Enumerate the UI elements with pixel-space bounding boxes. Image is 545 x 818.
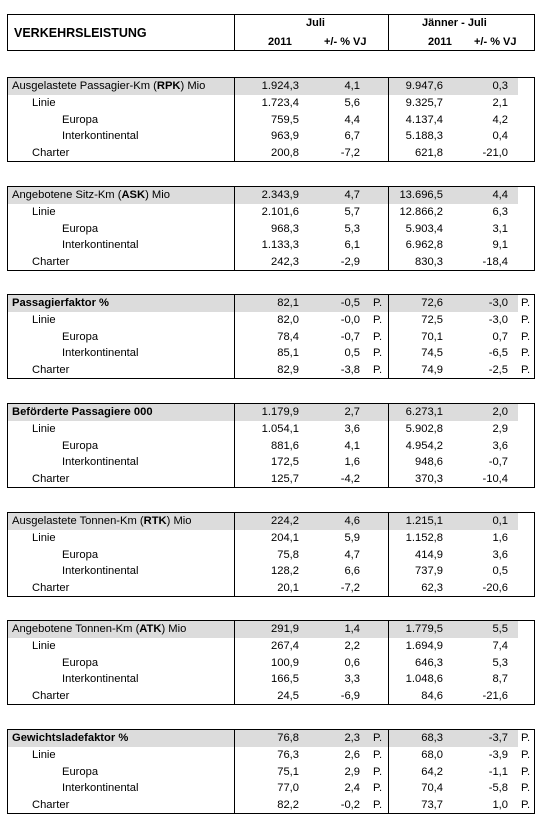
july-value: 1.179,9: [261, 406, 299, 418]
percentage-point-unit: P.: [521, 314, 531, 326]
percentage-point-unit: P.: [373, 798, 383, 811]
july-change: -3,8: [340, 363, 360, 376]
july-change: 2,4: [344, 782, 360, 794]
row-label: Linie: [32, 314, 56, 326]
july-change: 2,2: [344, 640, 360, 652]
jan-july-value: 4.137,4: [405, 113, 443, 126]
jan-july-value: 68,0: [421, 749, 443, 761]
jan-july-change: 2,1: [492, 97, 508, 109]
section-title: [12, 78, 205, 95]
jan-july-value: 370,3: [415, 472, 443, 485]
percentage-point-unit: P.: [521, 363, 531, 376]
jan-july-change: 0,5: [492, 565, 508, 577]
july-change: -7,2: [340, 146, 360, 159]
jan-july-value: 5.188,3: [405, 130, 443, 142]
july-value: 76,3: [277, 749, 299, 761]
table-row: [8, 688, 534, 705]
section-title-suffix: ) Mio: [180, 80, 206, 92]
row-label: Linie: [32, 423, 56, 435]
row-label: Charter: [32, 581, 70, 594]
section-total-row: [8, 404, 534, 421]
column-divider: [388, 15, 389, 50]
jan-july-change: 8,7: [492, 673, 508, 685]
percentage-point-unit: P.: [521, 297, 531, 309]
table-row: [8, 655, 534, 672]
table-row: [8, 780, 534, 797]
row-label: Europa: [62, 656, 99, 669]
july-value: 291,9: [271, 623, 299, 635]
section-total-row: [8, 513, 534, 530]
table-row: [8, 345, 534, 362]
jan-july-change: 3,1: [492, 222, 508, 235]
row-label: Linie: [32, 749, 56, 761]
july-value: 166,5: [271, 673, 299, 685]
section: [7, 620, 535, 705]
july-value: 1.133,3: [261, 239, 299, 251]
table-row: [8, 454, 534, 471]
jan-july-change: 0,3: [492, 80, 508, 92]
july-value: 75,1: [277, 765, 299, 778]
section: [7, 77, 535, 162]
row-label: Charter: [32, 363, 70, 376]
july-change: -6,9: [340, 689, 360, 702]
july-value: 77,0: [277, 782, 299, 794]
july-change: 4,1: [344, 439, 360, 452]
percentage-point-unit: P.: [373, 765, 383, 778]
row-label: Interkontinental: [62, 782, 139, 794]
july-change: 6,1: [344, 239, 360, 251]
jan-july-change: 0,7: [492, 330, 508, 343]
jan-july-value: 68,3: [421, 732, 443, 744]
jan-july-value: 9.325,7: [405, 97, 443, 109]
percentage-point-unit: P.: [521, 732, 531, 744]
july-value: 1.924,3: [261, 80, 299, 92]
july-value: 963,9: [271, 130, 299, 142]
july-change: 1,6: [344, 456, 360, 468]
jan-july-change: 2,0: [492, 406, 508, 418]
section: [7, 403, 535, 488]
july-change: 2,9: [344, 765, 360, 778]
percentage-point-unit: P.: [373, 314, 383, 326]
row-label: Interkontinental: [62, 456, 139, 468]
column-divider: [234, 15, 235, 50]
july-change: -0,5: [340, 297, 360, 309]
jan-july-change: -1,1: [488, 765, 508, 778]
row-label: Charter: [32, 472, 70, 485]
july-value: 881,6: [271, 439, 299, 452]
july-value: 2.101,6: [261, 206, 299, 218]
july-change: -7,2: [340, 581, 360, 594]
july-value: 204,1: [271, 532, 299, 544]
row-label: Interkontinental: [62, 130, 139, 142]
table-row: [8, 580, 534, 597]
jan-july-value: 62,3: [421, 581, 443, 594]
july-value: 759,5: [271, 113, 299, 126]
july-value: 1.054,1: [261, 423, 299, 435]
jan-july-value: 73,7: [421, 798, 443, 811]
section-total-row: [8, 295, 534, 312]
july-value: 82,2: [277, 798, 299, 811]
section-title-text: Angebotene Sitz-Km (: [12, 189, 122, 201]
table-row: [8, 237, 534, 254]
row-label: Charter: [32, 689, 70, 702]
july-value: 20,1: [277, 581, 299, 594]
july-change: 4,4: [344, 113, 360, 126]
percentage-point-unit: P.: [521, 330, 531, 343]
section-title-text: Ausgelastete Passagier-Km (: [12, 80, 157, 92]
section-title-text: Beförderte Passagiere 000: [12, 406, 153, 418]
table-row: [8, 421, 534, 438]
july-value: 200,8: [271, 146, 299, 159]
traffic-sections: [7, 77, 535, 814]
percentage-point-unit: P.: [373, 297, 383, 309]
section-title: [12, 621, 186, 638]
table-row: [8, 329, 534, 346]
percentage-point-unit: P.: [373, 347, 383, 359]
row-label: Linie: [32, 640, 56, 652]
percentage-point-unit: P.: [521, 347, 531, 359]
table-row: [8, 547, 534, 564]
percentage-point-unit: P.: [521, 782, 531, 794]
year-header-july: 2011: [268, 36, 292, 48]
july-change: 5,7: [344, 206, 360, 218]
jan-july-change: -20,6: [482, 581, 508, 594]
jan-july-change: -10,4: [482, 472, 508, 485]
jan-july-change: -3,0: [488, 314, 508, 326]
table-row: [8, 362, 534, 379]
july-change: 3,6: [344, 423, 360, 435]
section: [7, 729, 535, 814]
jan-july-change: 6,3: [492, 206, 508, 218]
july-change: 4,7: [344, 548, 360, 561]
row-label: Europa: [62, 113, 99, 126]
jan-july-value: 72,5: [421, 314, 443, 326]
jan-july-value: 1.152,8: [405, 532, 443, 544]
july-value: 968,3: [271, 222, 299, 235]
jan-july-value: 414,9: [415, 548, 443, 561]
jan-july-value: 72,6: [421, 297, 443, 309]
section-title-suffix: ) Mio: [145, 189, 170, 201]
section-title-text: Ausgelastete Tonnen-Km (: [12, 515, 144, 527]
july-value: 82,9: [277, 363, 299, 376]
section-total-row: [8, 187, 534, 204]
jan-july-change: -3,9: [488, 749, 508, 761]
jan-july-value: 74,9: [421, 363, 443, 376]
percentage-point-unit: P.: [373, 732, 383, 744]
table-row: [8, 764, 534, 781]
jan-july-change: -0,7: [488, 456, 508, 468]
jan-july-value: 74,5: [421, 347, 443, 359]
section-title: [12, 513, 192, 530]
section-total-row: [8, 78, 534, 95]
percentage-point-unit: P.: [521, 798, 531, 811]
row-label: Interkontinental: [62, 565, 139, 577]
period-jan-july-header: Jänner - Juli: [422, 17, 487, 29]
row-label: Europa: [62, 765, 99, 778]
july-value: 82,1: [277, 297, 299, 309]
section-title-text: Passagierfaktor %: [12, 297, 110, 309]
table-row: [8, 254, 534, 271]
jan-july-change: -3,7: [488, 732, 508, 744]
table-row: [8, 221, 534, 238]
jan-july-change: -3,0: [488, 297, 508, 309]
table-row: [8, 638, 534, 655]
row-label: Interkontinental: [62, 673, 139, 685]
jan-july-change: -21,6: [482, 689, 508, 702]
jan-july-value: 12.866,2: [399, 206, 443, 218]
july-value: 267,4: [271, 640, 299, 652]
period-july-header: Juli: [306, 17, 325, 29]
change-header-jan-july: +/- % VJ: [474, 36, 517, 48]
july-value: 78,4: [277, 330, 299, 343]
section-title-text: Angebotene Tonnen-Km (: [12, 623, 140, 635]
july-value: 24,5: [277, 689, 299, 702]
row-label: Linie: [32, 206, 56, 218]
percentage-point-unit: P.: [373, 782, 383, 794]
jan-july-value: 70,1: [421, 330, 443, 343]
row-label: Linie: [32, 97, 56, 109]
percentage-point-unit: P.: [373, 363, 383, 376]
table-row: [8, 112, 534, 129]
percentage-point-unit: P.: [521, 765, 531, 778]
july-value: 82,0: [277, 314, 299, 326]
jan-july-change: -5,8: [488, 782, 508, 794]
section-title: [12, 187, 170, 204]
jan-july-change: 1,0: [492, 798, 508, 811]
jan-july-value: 621,8: [415, 146, 443, 159]
july-change: 3,3: [344, 673, 360, 685]
july-change: -0,2: [340, 798, 360, 811]
july-change: 5,3: [344, 222, 360, 235]
july-change: 2,3: [344, 732, 360, 744]
section-title-suffix: ) Mio: [166, 515, 192, 527]
july-change: 5,9: [344, 532, 360, 544]
section-title: [12, 295, 109, 312]
jan-july-value: 6.273,1: [405, 406, 443, 418]
row-label: Europa: [62, 439, 99, 452]
table-row: [8, 530, 534, 547]
jan-july-value: 5.902,8: [405, 423, 443, 435]
july-change: 0,6: [344, 656, 360, 669]
jan-july-change: -18,4: [482, 255, 508, 268]
jan-july-value: 830,3: [415, 255, 443, 268]
change-header-july: +/- % VJ: [324, 36, 367, 48]
july-change: -0,0: [340, 314, 360, 326]
jan-july-value: 5.903,4: [405, 222, 443, 235]
july-change: 1,4: [344, 623, 360, 635]
july-value: 128,2: [271, 565, 299, 577]
jan-july-value: 6.962,8: [405, 239, 443, 251]
jan-july-change: 9,1: [492, 239, 508, 251]
july-change: -4,2: [340, 472, 360, 485]
table-row: [8, 438, 534, 455]
section-total-row: [8, 730, 534, 747]
row-label: Linie: [32, 532, 56, 544]
jan-july-value: 4.954,2: [405, 439, 443, 452]
table-row: [8, 312, 534, 329]
section-abbreviation: RTK: [143, 515, 167, 527]
year-header-jan-july: 2011: [428, 36, 452, 48]
table-row: [8, 128, 534, 145]
jan-july-value: 1.215,1: [405, 515, 443, 527]
jan-july-value: 646,3: [415, 656, 443, 669]
july-value: 224,2: [271, 515, 299, 527]
jan-july-value: 1.694,9: [405, 640, 443, 652]
july-value: 85,1: [277, 347, 299, 359]
row-label: Europa: [62, 330, 99, 343]
jan-july-change: 1,6: [492, 532, 508, 544]
section-title-text: Gewichtsladefaktor %: [12, 732, 129, 744]
jan-july-change: 0,1: [492, 515, 508, 527]
july-change: -2,9: [340, 255, 360, 268]
july-change: 6,6: [344, 565, 360, 577]
section-total-row: [8, 621, 534, 638]
row-label: Europa: [62, 548, 99, 561]
table-row: [8, 204, 534, 221]
jan-july-value: 9.947,6: [405, 80, 443, 92]
july-value: 2.343,9: [261, 189, 299, 201]
row-label: Charter: [32, 146, 70, 159]
jan-july-change: 3,6: [492, 548, 508, 561]
jan-july-change: -2,5: [488, 363, 508, 376]
section-title: [12, 404, 153, 421]
section-abbreviation: RPK: [156, 80, 181, 92]
section-title-suffix: ) Mio: [161, 623, 187, 635]
row-label: Interkontinental: [62, 239, 139, 251]
jan-july-change: 5,3: [492, 656, 508, 669]
jan-july-change: 3,6: [492, 439, 508, 452]
jan-july-change: 7,4: [492, 640, 508, 652]
table-row: [8, 747, 534, 764]
row-label: Interkontinental: [62, 347, 139, 359]
table-row: [8, 95, 534, 112]
percentage-point-unit: P.: [373, 330, 383, 343]
jan-july-change: 4,4: [492, 189, 508, 201]
table-title: VERKEHRSLEISTUNG: [14, 26, 147, 40]
table-row: [8, 471, 534, 488]
jan-july-value: 70,4: [421, 782, 443, 794]
jan-july-change: 5,5: [492, 623, 508, 635]
table-row: [8, 145, 534, 162]
percentage-point-unit: P.: [373, 749, 383, 761]
jan-july-change: -6,5: [488, 347, 508, 359]
section: [7, 186, 535, 271]
july-change: 4,1: [344, 80, 360, 92]
row-label: Europa: [62, 222, 99, 235]
jan-july-change: -21,0: [482, 146, 508, 159]
table-row: [8, 563, 534, 580]
july-change: 4,6: [344, 515, 360, 527]
july-change: 0,5: [344, 347, 360, 359]
july-change: 2,6: [344, 749, 360, 761]
july-value: 100,9: [271, 656, 299, 669]
july-change: 6,7: [344, 130, 360, 142]
jan-july-value: 737,9: [415, 565, 443, 577]
july-value: 1.723,4: [261, 97, 299, 109]
jan-july-value: 64,2: [421, 765, 443, 778]
jan-july-value: 13.696,5: [399, 189, 443, 201]
july-change: 2,7: [344, 406, 360, 418]
row-label: Charter: [32, 798, 70, 811]
row-label: Charter: [32, 255, 70, 268]
jan-july-value: 948,6: [415, 456, 443, 468]
jan-july-change: 4,2: [492, 113, 508, 126]
section-abbreviation: ASK: [121, 189, 146, 201]
july-value: 76,8: [277, 732, 299, 744]
july-change: 5,6: [344, 97, 360, 109]
table-row: [8, 671, 534, 688]
jan-july-value: 84,6: [421, 689, 443, 702]
jan-july-value: 1.779,5: [405, 623, 443, 635]
july-value: 75,8: [277, 548, 299, 561]
jan-july-change: 0,4: [492, 130, 508, 142]
section: [7, 294, 535, 379]
july-value: 172,5: [271, 456, 299, 468]
section-title: [12, 730, 128, 747]
jan-july-value: 1.048,6: [405, 673, 443, 685]
table-header: [7, 14, 535, 51]
july-change: 4,7: [344, 189, 360, 201]
july-value: 242,3: [271, 255, 299, 268]
section: [7, 512, 535, 597]
section-abbreviation: ATK: [139, 623, 162, 635]
july-change: -0,7: [340, 330, 360, 343]
july-value: 125,7: [271, 472, 299, 485]
percentage-point-unit: P.: [521, 749, 531, 761]
table-row: [8, 797, 534, 814]
jan-july-change: 2,9: [492, 423, 508, 435]
